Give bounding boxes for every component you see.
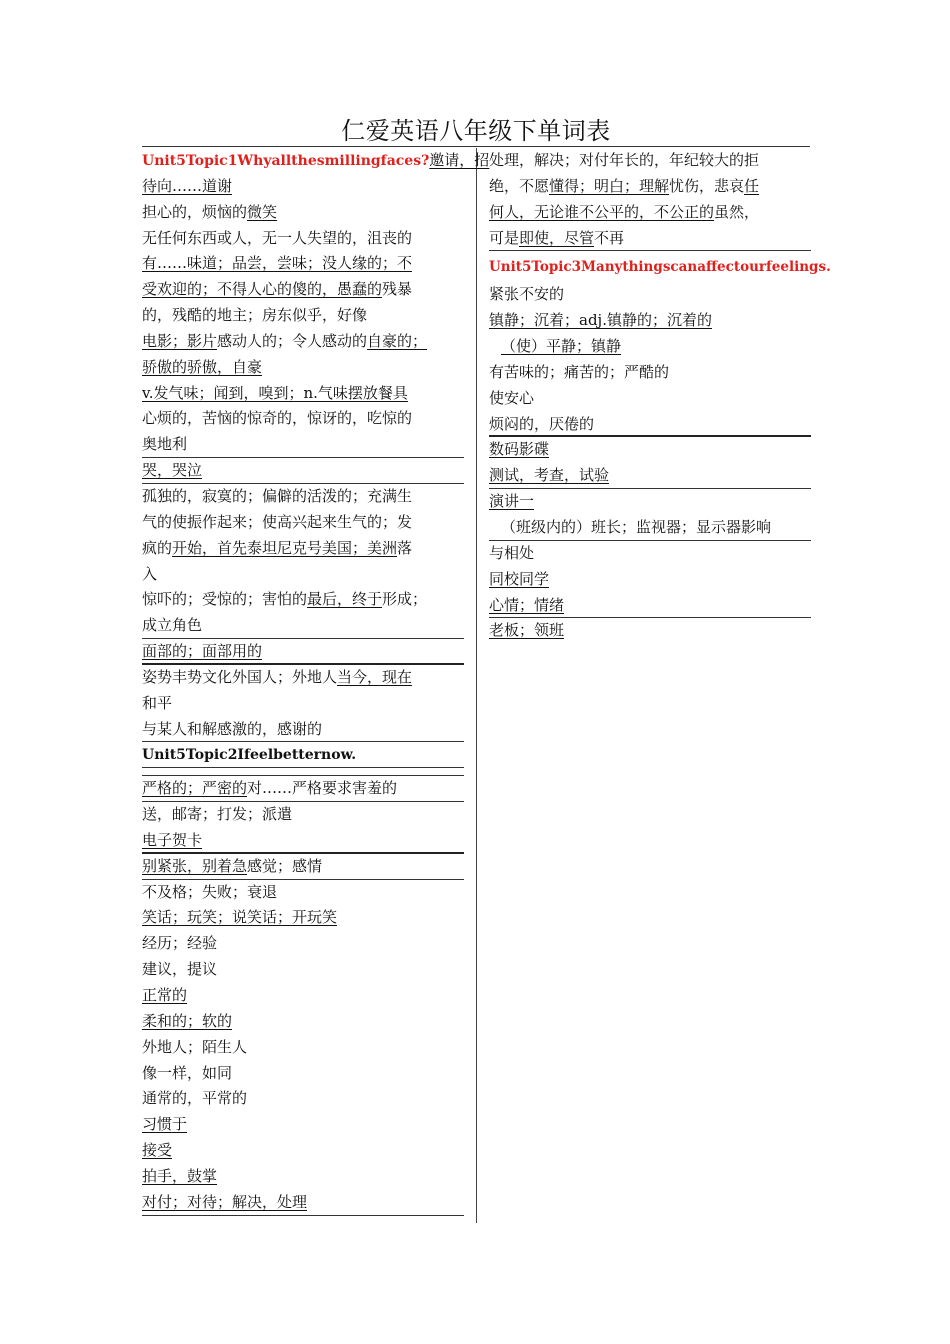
vocab-text: 有苦味的；痛苦的；严酷的 bbox=[489, 362, 670, 381]
list-item bbox=[142, 303, 464, 329]
list-item bbox=[489, 148, 811, 174]
section-heading-topic2: Unit5Topic2Ifeelbetternow. bbox=[142, 747, 357, 764]
vocab-text: 老板；领班 bbox=[489, 621, 565, 640]
vocab-text: 受欢迎的；不得人心的傻的，愚蠢的 bbox=[142, 280, 383, 299]
vocab-text: 疯的 bbox=[142, 538, 173, 557]
vocab-text: 紧张不安的 bbox=[489, 285, 565, 304]
list-item bbox=[489, 541, 811, 567]
list-item bbox=[489, 515, 811, 541]
page-title: 仁爱英语八年级下单词表 bbox=[341, 117, 611, 145]
list-item bbox=[142, 1086, 464, 1112]
vocab-text: 最后，终于 bbox=[307, 590, 383, 609]
vocab-text: 落 bbox=[397, 538, 413, 557]
list-item bbox=[142, 1190, 464, 1216]
vocab-text: 使安心 bbox=[489, 388, 535, 407]
vocab-text: 和平 bbox=[142, 693, 173, 712]
list-item bbox=[142, 562, 464, 588]
list-item bbox=[489, 618, 811, 644]
vocab-text: 当今，现在 bbox=[337, 667, 413, 686]
list-item bbox=[142, 905, 464, 931]
vocab-text: 孤独的，寂寞的；偏僻的活泼的；充满生 bbox=[142, 486, 413, 505]
list-item bbox=[142, 828, 464, 854]
list-item bbox=[142, 1164, 464, 1190]
vocab-text: 数码影碟 bbox=[489, 440, 550, 459]
left-column bbox=[142, 148, 490, 1216]
vocab-text: 别紧张，别着急 bbox=[142, 856, 248, 875]
vocab-text: 与相处 bbox=[489, 543, 535, 562]
list-item bbox=[489, 334, 811, 360]
list-item bbox=[489, 437, 811, 463]
list-item bbox=[489, 386, 811, 412]
vocab-text: 有……味道；品尝，尝味；没人缘的；不 bbox=[142, 254, 413, 273]
spacer-row bbox=[142, 768, 464, 776]
right-column bbox=[489, 148, 831, 644]
vocab-text: 骄傲的骄傲，自豪 bbox=[142, 357, 263, 376]
vocab-text: 忧伤，悲哀 bbox=[669, 176, 745, 195]
list-item bbox=[142, 880, 464, 906]
vocab-text: 成立角色 bbox=[142, 616, 203, 635]
list-item bbox=[142, 510, 464, 536]
vocab-text: 心情；情绪 bbox=[489, 595, 565, 614]
vocab-text: 与某人和解感激的，感谢的 bbox=[142, 719, 323, 738]
vocab-text: 正常的 bbox=[142, 986, 188, 1004]
list-item bbox=[489, 489, 811, 515]
list-item bbox=[489, 308, 811, 334]
list-item bbox=[142, 931, 464, 957]
vocab-text: 绝，不愿 bbox=[489, 176, 550, 195]
list-item bbox=[489, 174, 811, 200]
vocab-text: 担心的，烦恼的 bbox=[142, 202, 248, 221]
list-item bbox=[142, 854, 464, 880]
vocab-text: 经历；经验 bbox=[142, 934, 218, 953]
list-item bbox=[142, 1035, 464, 1061]
vocab-text: 残暴 bbox=[382, 280, 413, 299]
list-item bbox=[142, 406, 464, 432]
list-item bbox=[142, 957, 464, 983]
list-item bbox=[142, 639, 464, 665]
vocab-text: 烦闷的，厌倦的 bbox=[489, 414, 595, 433]
vocab-text: 像一样，如同 bbox=[142, 1063, 233, 1082]
vocab-text: 笑话；玩笑；说笑话；开玩笑 bbox=[142, 908, 338, 927]
vocab-text: 待向……道谢 bbox=[142, 176, 233, 195]
vocab-text: 惊吓的；受惊的；害怕的 bbox=[142, 590, 308, 609]
vocab-text: 测试，考查，试验 bbox=[489, 466, 610, 485]
vocab-text: （班级内的）班长；监视器；显示器影响 bbox=[501, 517, 772, 536]
list-item bbox=[489, 282, 811, 308]
list-item bbox=[489, 251, 831, 282]
list-item bbox=[142, 1061, 464, 1087]
vocab-text: 同校同学 bbox=[489, 569, 550, 588]
vocab-text: 姿势丰势文化外国人；外地人 bbox=[142, 667, 338, 686]
vocab-text: 习惯于 bbox=[142, 1115, 188, 1134]
vocab-text: 即使，尽管 bbox=[519, 228, 595, 247]
list-item bbox=[489, 593, 811, 619]
list-item bbox=[142, 742, 464, 768]
vocab-text: 自豪的； bbox=[367, 331, 428, 350]
list-item bbox=[489, 567, 811, 593]
list-item bbox=[142, 148, 490, 174]
vocab-text: 柔和的；软的 bbox=[142, 1011, 233, 1030]
list-item bbox=[142, 251, 464, 277]
vocab-text: 感动人的；令人感动的 bbox=[217, 331, 368, 350]
list-item bbox=[489, 226, 811, 252]
vocab-text: 通常的，平常的 bbox=[142, 1089, 248, 1108]
list-item bbox=[142, 536, 464, 562]
vocab-text: 感觉；感情 bbox=[247, 856, 323, 875]
list-item bbox=[142, 277, 464, 303]
list-item bbox=[142, 174, 464, 200]
vocab-text: 形成； bbox=[382, 590, 428, 609]
vocab-text: 虽然， bbox=[714, 202, 760, 221]
vocab-text: 外地人；陌生人 bbox=[142, 1037, 248, 1056]
vocab-text: 电子贺卡 bbox=[142, 830, 203, 849]
vocab-text: 拍手，鼓掌 bbox=[142, 1166, 218, 1185]
vocab-text: 奥地利 bbox=[142, 435, 188, 454]
list-item bbox=[142, 717, 464, 743]
vocab-text: 严格的；严密的 bbox=[142, 779, 248, 798]
list-item bbox=[142, 1138, 464, 1164]
vocab-text: 邀请，招 bbox=[429, 151, 490, 169]
vocab-text: 面部的；面部用的 bbox=[142, 642, 263, 661]
vocab-text: 可是 bbox=[489, 228, 520, 247]
list-item bbox=[142, 329, 464, 355]
vocab-text: 气的使振作起来；使高兴起来生气的；发 bbox=[142, 512, 413, 531]
list-item bbox=[142, 200, 464, 226]
vocab-text: 无任何东西或人，无一人失望的，沮丧的 bbox=[142, 228, 413, 247]
vocab-text: 心烦的，苦恼的惊奇的，惊讶的，吃惊的 bbox=[142, 409, 413, 428]
vocab-text: 懂得；明白；理解 bbox=[549, 176, 670, 195]
vocab-text: 开始，首先泰坦尼克号美国；美洲 bbox=[172, 538, 398, 557]
column-divider bbox=[476, 148, 477, 1223]
vocab-text: 镇静；沉着；adj.镇静的；沉着的 bbox=[489, 311, 712, 330]
list-item bbox=[489, 412, 811, 438]
list-item bbox=[142, 1009, 464, 1035]
section-heading-topic3: Unit5Topic3Manythingscanaffectourfeelings. bbox=[489, 259, 831, 276]
list-item bbox=[142, 226, 464, 252]
list-item bbox=[142, 484, 464, 510]
vocab-text: 对……严格要求害羞的 bbox=[247, 779, 398, 798]
list-item bbox=[142, 776, 464, 802]
list-item bbox=[142, 691, 464, 717]
vocab-text: v.发气味；闻到，嗅到；n.气味摆放餐具 bbox=[142, 383, 408, 402]
vocab-text: 入 bbox=[142, 564, 158, 583]
section-heading-topic1: Unit5Topic1Whyallthesmillingfaces? bbox=[142, 153, 430, 169]
vocab-text: 处理，解决；对付年长的，年纪较大的拒 bbox=[489, 151, 760, 169]
vocab-text: 演讲一 bbox=[489, 492, 535, 511]
list-item bbox=[142, 983, 464, 1009]
list-item bbox=[142, 458, 464, 484]
list-item bbox=[142, 665, 464, 691]
vocab-text: （使）平静；镇静 bbox=[501, 337, 622, 356]
vocab-text: 何人，无论谁不公平的，不公正的 bbox=[489, 202, 715, 221]
vocab-text: 不及格；失败；衰退 bbox=[142, 882, 278, 901]
vocab-text: 送，邮寄；打发；派遣 bbox=[142, 805, 293, 824]
list-item bbox=[142, 587, 464, 613]
list-item bbox=[142, 613, 464, 639]
vocab-text: 建议，提议 bbox=[142, 960, 218, 979]
list-item bbox=[142, 1112, 464, 1138]
list-item bbox=[142, 802, 464, 828]
vocab-text: 哭，哭泣 bbox=[142, 461, 203, 480]
vocab-text: 任 bbox=[744, 176, 760, 195]
list-item bbox=[489, 360, 811, 386]
vocab-text: 对付；对待；解决，处理 bbox=[142, 1192, 308, 1211]
vocab-text: 微笑 bbox=[247, 202, 278, 221]
vocab-text: 的，残酷的地主；房东似乎，好像 bbox=[142, 306, 368, 325]
list-item bbox=[142, 355, 464, 381]
list-item bbox=[489, 463, 811, 489]
vocab-text: 不再 bbox=[594, 228, 625, 247]
vocab-text: 电影；影片 bbox=[142, 331, 218, 350]
list-item bbox=[142, 381, 464, 407]
list-item bbox=[489, 200, 811, 226]
vocab-text: 接受 bbox=[142, 1141, 173, 1160]
title-divider bbox=[142, 146, 810, 147]
list-item bbox=[142, 432, 464, 458]
